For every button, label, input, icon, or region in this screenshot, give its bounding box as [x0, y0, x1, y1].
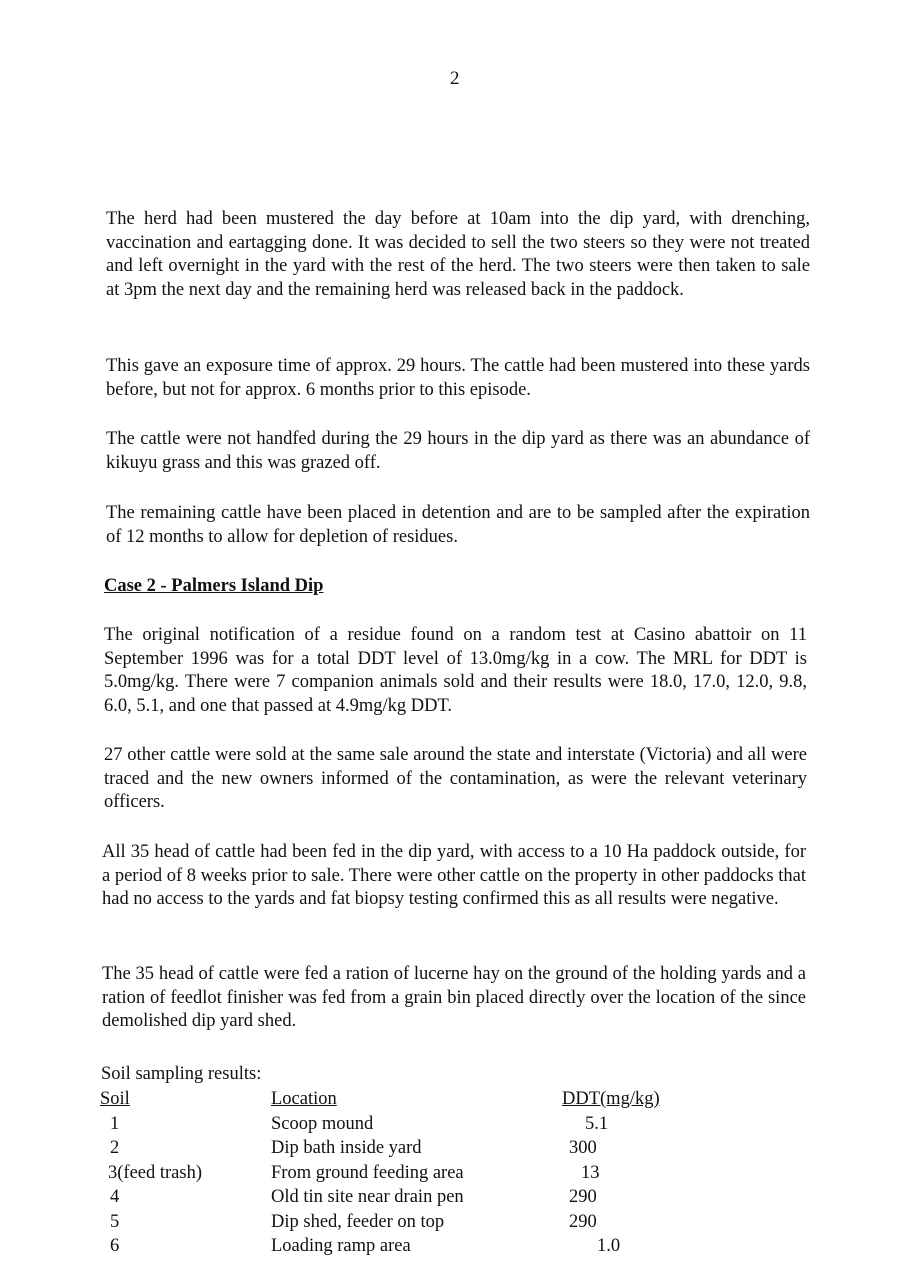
soil-location: Dip bath inside yard: [271, 1138, 422, 1158]
soil-id: 1: [110, 1113, 120, 1134]
soil-ddt: 290: [569, 1211, 597, 1232]
soil-ddt: 290: [569, 1187, 597, 1207]
soil-ddt: 5.1: [585, 1113, 609, 1134]
table-row: [100, 1234, 700, 1259]
soil-ddt: 1.0: [597, 1236, 621, 1256]
table-row: [100, 1136, 700, 1161]
soil-ddt: 13: [581, 1162, 600, 1183]
paragraph-notification: The original notification of a residue found on a random test at Casino abattoir on 11 September 1996 was for a total DDT level of 13.0mg/kg in a cow. The MRL for DDT is 5.0mg/kg. There were 7 companion animals sold and their results were 18.0, 17.0, 12.0, 9.8, 6.0, 5.1, and one that passed at 4.9mg/kg DDT.: [104, 625, 807, 716]
paragraph-exposure: This gave an exposure time of approx. 29 hours. The cattle had been mustered into these yards before, but not for approx. 6 months prior to this episode.: [106, 356, 810, 400]
soil-location: From ground feeding area: [271, 1162, 464, 1183]
soil-id: 4: [110, 1187, 120, 1207]
paragraph-detention: The remaining cattle have been placed in detention and are to be sampled after the expiration of 12 months to allow for depletion of residues.: [106, 503, 810, 547]
header-soil: Soil: [100, 1089, 130, 1109]
soil-results-table: [100, 1087, 700, 1259]
soil-id: 5: [110, 1211, 120, 1232]
table-header-row: [100, 1087, 700, 1112]
table-row: [100, 1185, 700, 1210]
soil-caption: Soil sampling results:: [101, 1064, 262, 1084]
soil-ddt: 300: [569, 1138, 597, 1158]
paragraph-fed-dip-yard: All 35 head of cattle had been fed in the dip yard, with access to a 10 Ha paddock outside, for a period of 8 weeks prior to sale. There were other cattle on the property in other paddocks that had no access to the yards and fat biopsy testing confirmed this as all results were negative.: [102, 842, 806, 909]
soil-location: Scoop mound: [271, 1113, 374, 1134]
paragraph-muster: The herd had been mustered the day before at 10am into the dip yard, with drenching, vaccination and eartagging done. It was decided to sell the two steers so they were not treated and left overnight in the yard with the rest of the herd. The two steers were then taken to sale at 3pm the next day and the remaining herd was released back in the paddock.: [106, 209, 810, 300]
soil-id: 3(feed trash): [108, 1162, 202, 1183]
paragraph-ration: The 35 head of cattle were fed a ration of lucerne hay on the ground of the holding yards and a ration of feedlot finisher was fed from a grain bin placed directly over the location of the since demolished dip yard shed.: [102, 964, 806, 1031]
table-row: [100, 1161, 700, 1186]
soil-location: Loading ramp area: [271, 1236, 411, 1256]
soil-id: 2: [110, 1138, 120, 1158]
table-row: [100, 1112, 700, 1137]
page-number: 2: [450, 68, 460, 89]
header-ddt: DDT(mg/kg): [562, 1089, 660, 1109]
case2-heading: Case 2 - Palmers Island Dip: [104, 576, 324, 596]
paragraph-handfed: The cattle were not handfed during the 29 hours in the dip yard as there was an abundance of kikuyu grass and this was grazed off.: [106, 429, 810, 473]
paragraph-traced: 27 other cattle were sold at the same sale around the state and interstate (Victoria) and all were traced and the new owners informed of the contamination, as were the relevant veterinary officers.: [104, 745, 807, 812]
table-row: [100, 1210, 700, 1235]
soil-location: Old tin site near drain pen: [271, 1187, 464, 1207]
header-location: Location: [271, 1089, 337, 1109]
soil-id: 6: [110, 1236, 120, 1256]
soil-location: Dip shed, feeder on top: [271, 1211, 445, 1232]
